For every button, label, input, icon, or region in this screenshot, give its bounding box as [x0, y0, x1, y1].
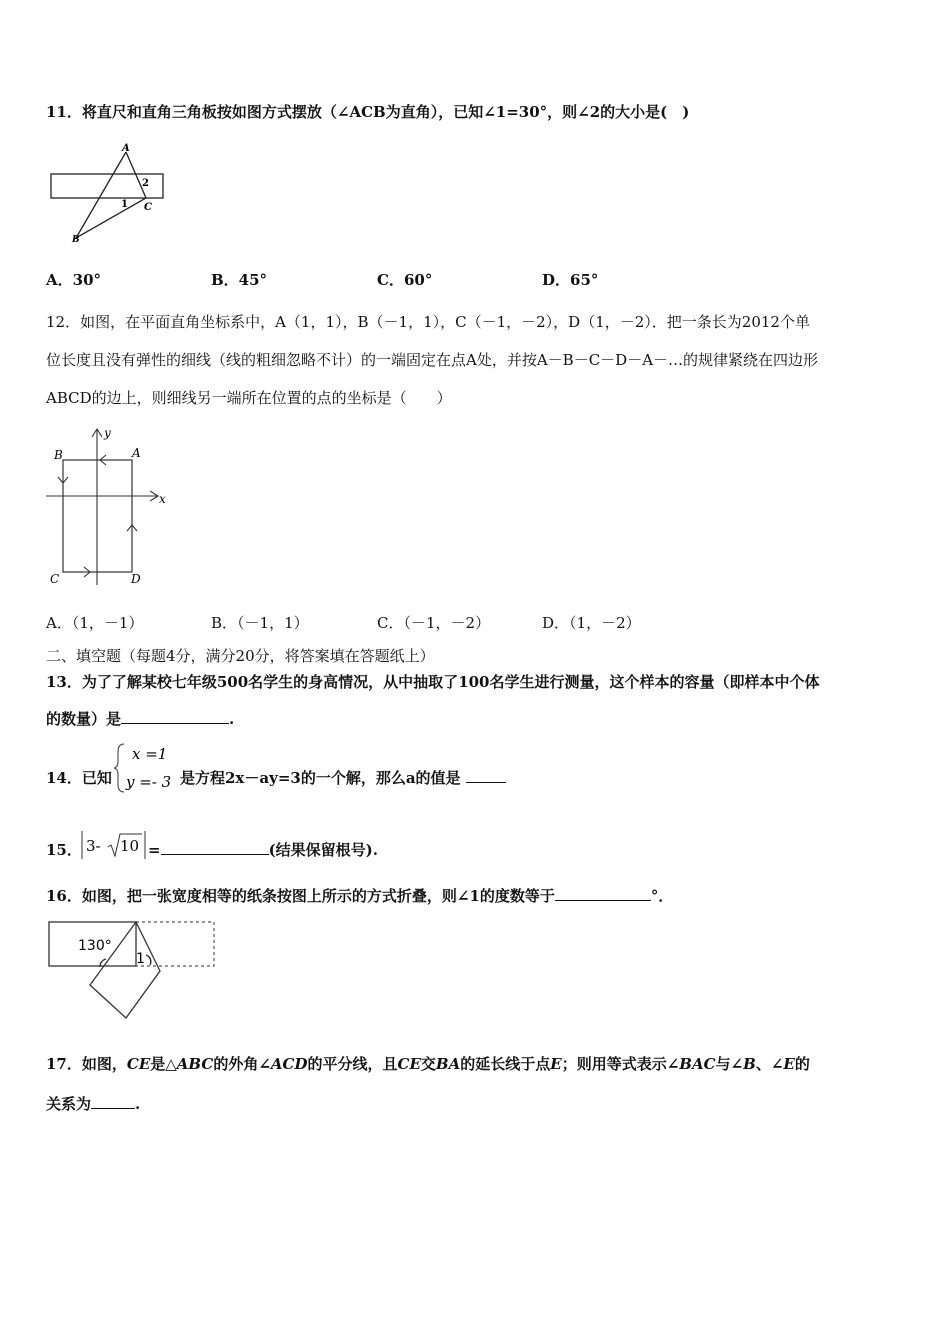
q16-text-end: °．	[650, 887, 674, 905]
q17-p8: 与∠	[715, 1055, 744, 1073]
q16-answer-blank[interactable]	[555, 886, 651, 901]
q14-eq2: y =- 3	[126, 773, 172, 791]
q11-label-1: 1	[121, 199, 128, 210]
q17-p5: 交	[420, 1055, 436, 1073]
q14-suffix-line	[180, 768, 506, 788]
q14-prefix: 14．已知	[46, 769, 112, 787]
q14-eq1: x =1	[132, 745, 168, 763]
q12-option-d: D．（1，－2）	[542, 614, 641, 632]
q11-label-c: C	[144, 202, 152, 213]
q15-abs-expression	[80, 828, 148, 862]
q14-answer-blank[interactable]	[466, 768, 506, 783]
q17-abc: ABC	[176, 1055, 214, 1073]
q11-triangle	[76, 152, 146, 238]
q14-suffix: 是方程2x－ay=3的一个解，那么a的值是	[180, 769, 461, 787]
q17-p3: 的外角∠	[213, 1055, 271, 1073]
q17-p7: ；则用等式表示∠	[561, 1055, 680, 1073]
q12-label-a: A	[132, 446, 141, 460]
q17-line2	[46, 1094, 140, 1114]
q17-e2: E	[783, 1055, 795, 1073]
q17-ce1: CE	[126, 1055, 151, 1073]
q17-p2: 是△	[150, 1055, 177, 1073]
q16-label-1: 1	[136, 951, 145, 967]
q13-line1: 13．为了了解某校七年级500名学生的身高情况，从中抽取了100名学生进行测量，这个样本的容量（即样本中个体	[46, 673, 820, 691]
q15-abs-left: 3-	[86, 837, 101, 855]
q16-text: 16．如图，把一张宽度相等的纸条按图上所示的方式折叠，则∠1的度数等于	[46, 887, 555, 905]
q12-option-b: B．（－1，1）	[211, 614, 309, 632]
q13-answer-blank[interactable]	[121, 709, 229, 724]
q13-line2-text: 的数量）是	[46, 710, 122, 728]
q11-option-c: C．60°	[377, 271, 433, 289]
q17-b: B	[743, 1055, 756, 1073]
q12-label-x: x	[159, 492, 166, 506]
q17-ba: BA	[435, 1055, 461, 1073]
q12-option-a: A．（1，－1）	[46, 614, 144, 632]
q17-line2-period: .	[135, 1095, 141, 1113]
q16-angle-label: 130°	[78, 938, 112, 954]
q17-p6: 的延长线于点	[460, 1055, 551, 1073]
q12-line1: 12．如图，在平面直角坐标系中，A（1，1），B（－1，1），C（－1，－2），D（1，－2）．把一条长为2012个单	[46, 313, 810, 331]
q17-answer-blank[interactable]	[91, 1094, 135, 1109]
q17-line1	[46, 1054, 810, 1074]
q13-line2-period: .	[229, 710, 235, 728]
q17-p1: 17．如图，	[46, 1055, 127, 1073]
q12-line3: ABCD的边上，则细线另一端所在位置的点的坐标是（ ）	[46, 389, 452, 407]
q11-label-2: 2	[142, 178, 149, 189]
q11-option-d: D．65°	[542, 271, 599, 289]
q14-brace-icon	[114, 744, 124, 792]
q15-sqrt-arg: 10	[120, 837, 140, 855]
q16-line	[46, 886, 673, 906]
q11-option-b: B．45°	[211, 271, 268, 289]
q12-label-c: C	[50, 572, 60, 586]
q11-figure	[46, 140, 171, 245]
q16-strip-dashed	[136, 922, 214, 966]
q15-prefix: 15．	[46, 841, 82, 859]
q12-figure	[40, 425, 170, 590]
q17-acd: ACD	[270, 1055, 308, 1073]
q17-bac: BAC	[679, 1055, 716, 1073]
q14-system-brace	[114, 742, 180, 794]
q11-option-a: A．30°	[46, 271, 102, 289]
q11-text: 11．将直尺和直角三角板按如图方式摆放（∠ACB为直角），已知∠1=30°，则∠2的大小是( )	[46, 103, 690, 121]
q12-option-c: C．（－1，－2）	[377, 614, 491, 632]
q15-suffix: (结果保留根号).	[268, 841, 378, 859]
q17-ce2: CE	[397, 1055, 421, 1073]
q12-label-y: y	[104, 426, 111, 440]
q13-line2	[46, 709, 234, 729]
q15-rest	[148, 840, 378, 860]
q12-label-b: B	[54, 448, 63, 462]
q12-label-d: D	[131, 572, 141, 586]
q16-figure	[44, 915, 219, 1023]
section-2-heading: 二、填空题（每题4分，满分20分，将答案填在答题纸上）	[46, 647, 435, 665]
q17-e: E	[550, 1055, 562, 1073]
q15-answer-blank[interactable]	[161, 840, 269, 855]
q11-label-b: B	[72, 235, 80, 245]
q17-line2-text: 关系为	[46, 1095, 92, 1113]
q16-folded-part	[90, 922, 160, 1018]
q11-label-a: A	[122, 143, 130, 154]
q16-angle-arc-right	[146, 955, 151, 965]
q17-p9: 、∠	[755, 1055, 784, 1073]
q15-equals: =	[148, 841, 161, 859]
q17-p4: 的平分线，且	[307, 1055, 398, 1073]
q12-line2: 位长度且没有弹性的细线（线的粗细忽略不计）的一端固定在点A处，并按A－B－C－D－A－…的规律紧绕在四边形	[46, 351, 819, 369]
q17-p10: 的	[794, 1055, 810, 1073]
